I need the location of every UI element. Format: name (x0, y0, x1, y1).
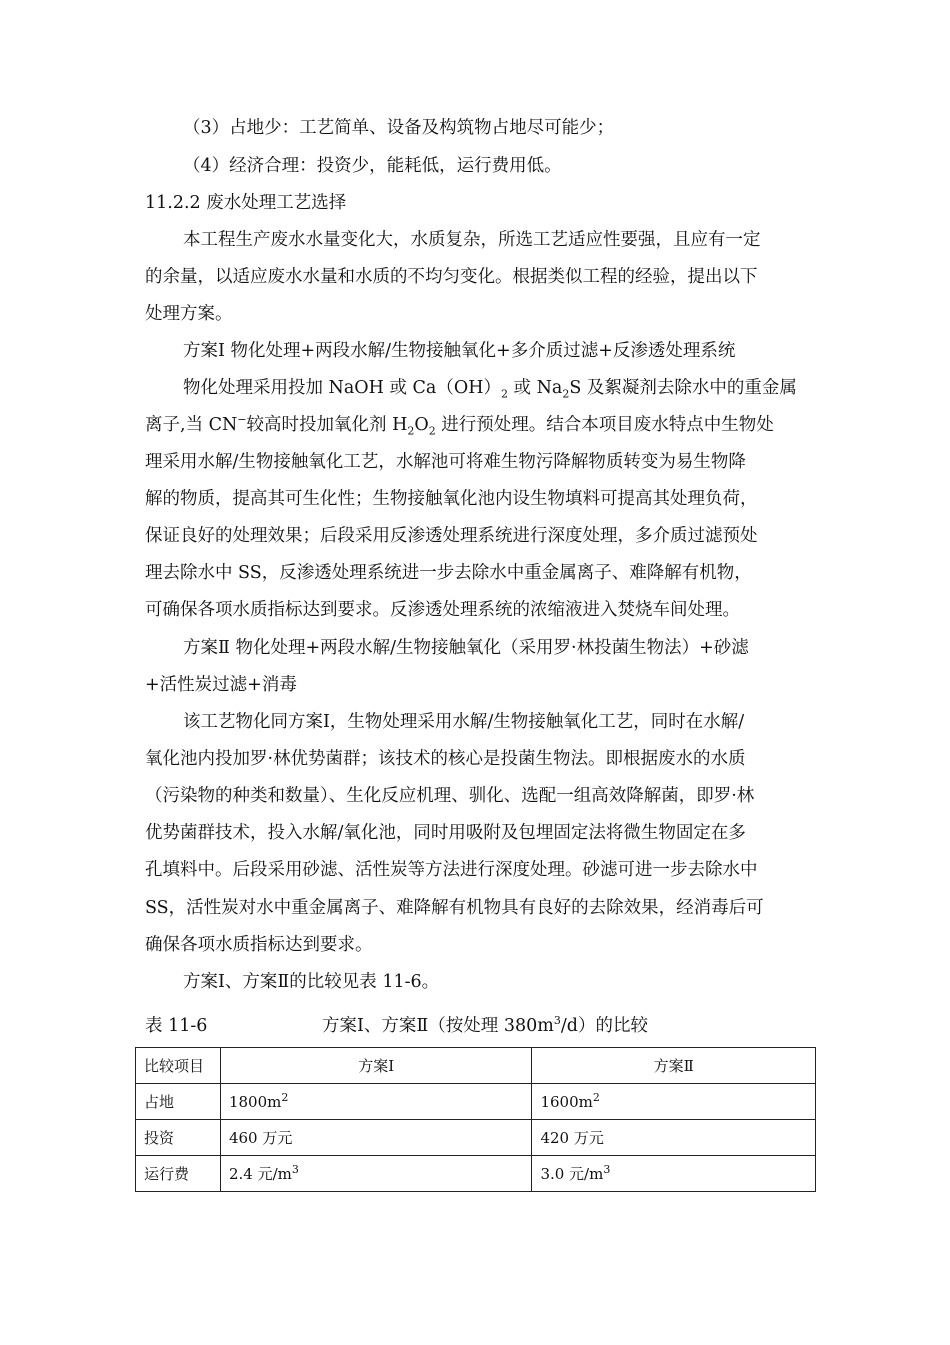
plan1-line-7: 可确保各项水质指标达到要求。反渗透处理系统的浓缩液进入焚烧车间处理。 (145, 600, 740, 620)
plan2-title-line-2: +活性炭过滤+消毒 (145, 675, 297, 695)
plan1-line-4: 解的物质，提高其可生化性；生物接触氧化池内设生物填料可提高其处理负荷， (145, 489, 758, 509)
row-plan2-value: 420 万元 (532, 1120, 816, 1156)
plan1-line-1: 物化处理采用投加 NaOH 或 $Ca(OH)_2$ 或 $Na_2S$ 及絮凝剂去除水中的重金属 (183, 378, 797, 401)
table-row (136, 1084, 816, 1120)
header-plan1: 方案Ⅰ (220, 1048, 531, 1084)
intro-line-2: 的余量，以适应废水水量和水质的不均匀变化。根据类似工程的经验，提出以下 (145, 267, 758, 287)
intro-line-3: 处理方案。 (145, 304, 233, 324)
plan1-line-3: 理采用水解/生物接触氧化工艺，水解池可将难生物污降解物质转变为易生物降 (145, 452, 746, 472)
plan2-line-6: SS，活性炭对水中重金属离子、难降解有机物具有良好的去除效果，经消毒后可 (145, 898, 764, 918)
table-row (136, 1156, 816, 1192)
table-row (136, 1120, 816, 1156)
plan2-line-5: 孔填料中。后段采用砂滤、活性炭等方法进行深度处理。砂滤可进一步去除水中 (145, 860, 758, 880)
plan2-line-7: 确保各项水质指标达到要求。 (145, 935, 373, 955)
plan1-line-2: 离子,当 CN−较高时投加氧化剂 $H_2O_2$ 进行预处理。结合本项目废水特点中生物处 (145, 413, 774, 438)
row-item: 占地 (136, 1084, 221, 1120)
plan1-line-6: 理去除水中 SS，反渗透处理系统进一步去除水中重金属离子、难降解有机物， (145, 563, 752, 583)
intro-line-1: 本工程生产废水水量变化大，水质复杂，所选工艺适应性要强，且应有一定 (183, 230, 761, 250)
plan2-line-2: 氧化池内投加罗·林优势菌群；该技术的核心是投菌生物法。即根据废水的水质 (145, 749, 746, 769)
header-plan2: 方案Ⅱ (532, 1048, 816, 1084)
plan2-line-4: 优势菌群技术，投入水解/氧化池，同时用吸附及包埋固定法将微生物固定在多 (145, 823, 746, 843)
comparison-reference: 方案Ⅰ、方案Ⅱ的比较见表 11-6。 (183, 972, 440, 992)
table-header-row (136, 1048, 816, 1084)
row-item: 投资 (136, 1120, 221, 1156)
plan2-title-line-1: 方案Ⅱ 物化处理+两段水解/生物接触氧化（采用罗·林投菌生物法）+砂滤 (183, 638, 749, 658)
plan1-title: 方案Ⅰ 物化处理+两段水解/生物接触氧化+多介质过滤+反渗透处理系统 (183, 341, 736, 361)
row-plan1-value: $1800m^2$ (220, 1084, 531, 1120)
table-number: 表 11-6 (145, 1016, 208, 1036)
row-plan2-value: $1600m^2$ (532, 1084, 816, 1120)
header-item: 比较项目 (136, 1048, 221, 1084)
section-heading: 11.2.2 废水处理工艺选择 (145, 193, 347, 213)
plan1-line-5: 保证良好的处理效果；后段采用反渗透处理系统进行深度处理，多介质过滤预处 (145, 526, 758, 546)
table-title: 方案Ⅰ、方案Ⅱ（按处理 $380m^3/d$）的比较 (322, 1014, 648, 1036)
row-item: 运行费 (136, 1156, 221, 1192)
row-plan1-value: 2.4 元$/m^3$ (220, 1156, 531, 1192)
criterion-4: （4）经济合理：投资少，能耗低，运行费用低。 (183, 156, 562, 176)
plan2-line-3: （污染物的种类和数量）、生化反应机理、驯化、选配一组高效降解菌，即罗·林 (145, 786, 755, 806)
row-plan2-value: 3.0 元$/m^3$ (532, 1156, 816, 1192)
row-plan1-value: 460 万元 (220, 1120, 531, 1156)
plan2-line-1: 该工艺物化同方案Ⅰ，生物处理采用水解/生物接触氧化工艺，同时在水解/ (183, 712, 745, 732)
comparison-table (135, 1047, 816, 1192)
criterion-3: （3）占地少：工艺简单、设备及构筑物占地尽可能少； (183, 118, 615, 138)
